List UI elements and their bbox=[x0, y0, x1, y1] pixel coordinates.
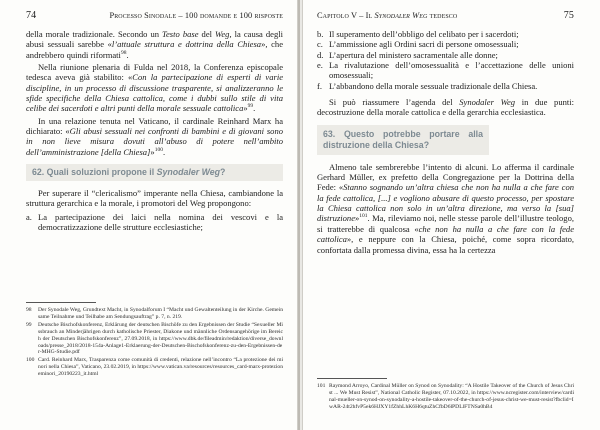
footnote-ref-101: 101 bbox=[359, 213, 368, 220]
list-item: e. La rivalutazione dell’omosessualità e l’accettazione delle unioni omosessuali; bbox=[317, 60, 574, 81]
section-heading-63: 63. Questo potrebbe portare alla distruzione della Chiesa? bbox=[317, 125, 489, 155]
paragraph-fulda: Nella riunione plenaria di Fulda nel 2018, la Conferenza episcopale tedesca aveva già stabilito: «Con la partecipazione di esperti di varie discipline, in un processo di discussione trasparente, si analizzeranno le sfide specifiche della Chiesa cattolica, come i dubbi sullo stile di vita celibe dei sacerdoti e altri punti della morale sessuale cattolica»$^{99}$. bbox=[26, 62, 283, 114]
footnote-101: 101 Raymond Arroyo, Cardinal Müller on Synod on Synodality: “A Hostile Takeover of the Church of Jesus Christ ... We Must Resist”, National Catholic Register, 07.10.2022, in https://www.ncregister.com/interview/cardinal-mueller-on-synod-on-synodality-a-hostile-takeover-of-the-church-of-jesus-christ-we-must-resist?fbclid=IwAR-24t2hfvP5ek6HJXY1fZhhLhK6H6qtuZhCfbD6lPDLlFTNSa0hB4 bbox=[317, 383, 574, 410]
left-running-head bbox=[26, 10, 283, 21]
footnote-ref-100: 100 bbox=[154, 146, 163, 153]
right-footnotes bbox=[317, 378, 574, 411]
list-item: d. L’apertura del ministero sacramentale alle donne; bbox=[317, 49, 498, 60]
right-page-number: 75 bbox=[563, 10, 574, 21]
footnote-rule bbox=[317, 378, 387, 379]
right-body bbox=[317, 29, 574, 255]
paragraph-marx: In una relazione tenuta nel Vaticano, il cardinale Reinhard Marx ha dichiarato: «Gli abusi sessuali nei confronti di bambini e di giovani sono in non lieve misura dovuti all’abuso di potere nell’ambito dell’amministrazione [della Chiesa]»$^{100}$. bbox=[26, 115, 283, 157]
paragraph-traditional-morality: della morale tradizionale. Secondo un Testo base del Weg, la causa degli abusi sessuali sarebbe «l’attuale struttura e dottrina della Chiesa», che andrebbero quindi riformati$^{98}$. bbox=[26, 29, 283, 60]
left-footnotes bbox=[26, 302, 283, 378]
section-heading-62: 62. Quali soluzioni propone il Synodaler Weg? bbox=[26, 164, 283, 181]
footnote-ref-98: 98 bbox=[120, 49, 127, 56]
footnote-ref-99: 99 bbox=[247, 103, 254, 110]
paragraph-clericalism: Per superare il “clericalismo” imperante nella Chiesa, cambiandone la struttura gerarchica e la morale, i promotori del Weg propongono: bbox=[26, 188, 283, 209]
proposal-list-left bbox=[26, 212, 283, 233]
list-item: b. Il superamento dell’obbligo del celibato per i sacerdoti; bbox=[317, 29, 519, 39]
right-running-head bbox=[317, 10, 574, 21]
footnote-rule bbox=[26, 302, 96, 303]
left-running-title: Processo Sinodale – 100 domande e 100 risposte bbox=[109, 11, 283, 20]
list-item: a. La partecipazione dei laici nella nomina dei vescovi e la democratizzazione delle strutture ecclesiastiche; bbox=[26, 211, 283, 233]
paragraph-agenda: Si può riassumere l’agenda del Synodaler Weg in due punti: decostruzione della morale cattolica e della gerarchia ecclesiastica. bbox=[317, 97, 574, 118]
left-page-number: 74 bbox=[26, 10, 37, 21]
left-page bbox=[0, 0, 298, 430]
footnote-98: 98 Der Synodale Weg, Grundtext Macht, in Synodalforum I “Macht und Gewaltenteilung in der Kirche. Gemeinsame Teilnahme und Teilhabe am Sendungsauftrag” p. 7, n. 219. bbox=[26, 307, 283, 320]
paragraph-muller: Almeno tale sembrerebbe l’intento di alcuni. Lo afferma il cardinale Gerhard Müller, ex prefetto della Congregazione per la Dottrina della Fede: «Stanno sognando un’altra chiesa che non ha nulla a che fare con la fede cattolica, [...] e vogliono abusare di questo processo, per spostare la Chiesa cattolica non solo in un’altra direzione, ma verso la [sua] distruzione»$^{101}$. Ma, rileviamo noi, nelle stesse parole dell’illustre teologo, si tratterebbe di qualcosa «che non ha nulla a che fare con la fede cattolica», e neppure con la Chiesa, poiché, come sopra ricordato, confortata dalla promessa divina, essa ha la certezza bbox=[317, 161, 575, 255]
proposal-list-right bbox=[317, 29, 574, 91]
book-gutter bbox=[298, 0, 300, 430]
left-body bbox=[26, 29, 283, 233]
list-item: f. L’abbandono della morale sessuale tradizionale della Chiesa. bbox=[317, 80, 538, 91]
right-page bbox=[302, 0, 600, 430]
right-running-title: Capitolo V – Il Synodaler Weg tedesco bbox=[317, 11, 458, 20]
footnote-100: 100 Card. Reinhard Marx, Trasparenza come comunità di credenti, relazione nell’incontro “La protezione dei minori nella Chiesa”, Vaticano, 23.02.2019, in https://www.vatican.va/resources/resources_card-marx-protezioneminori_20190223_it.html bbox=[26, 357, 283, 378]
list-item: c. L’ammissione agli Ordini sacri di persone omosessuali; bbox=[317, 39, 519, 50]
footnote-99: 99 Deutsche Bischofskonferenz, Erklärung der deutschen Bischöfe zu den Ergebnissen der Studie “Sexueller Missbrauch an Minderjährigen durch katholische Priester, Diakone und männliche Ordensangehörige im Bereich der Deutschen Bischofskonferenz”, 27.09.2018, in https://www.dbk.de/fileadmin/redaktion/diverse_downloads/presse_2018/2018-154a-Anlage1-Erklaerung-der-Deutschen-Bischofskonferenz-zu-den-Ergebnissen-der-MHG-Studie.pdf bbox=[26, 321, 283, 356]
